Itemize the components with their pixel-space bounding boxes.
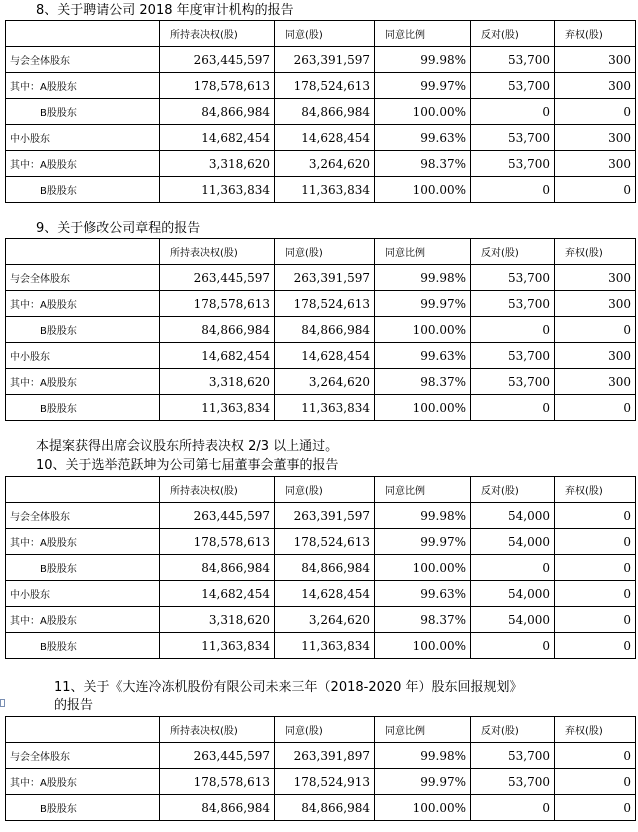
- column-header: 同意(股): [275, 239, 375, 265]
- value-cell: 0: [471, 395, 555, 421]
- value-cell: 11,363,834: [275, 395, 375, 421]
- value-cell: 0: [555, 555, 636, 581]
- value-cell: 3,318,620: [160, 607, 275, 633]
- value-cell: 0: [471, 177, 555, 203]
- value-cell: 84,866,984: [275, 317, 375, 343]
- value-cell: 100.00%: [375, 633, 471, 659]
- table-row: [6, 125, 636, 151]
- value-cell: 178,524,913: [275, 769, 375, 795]
- value-cell: 99.63%: [375, 581, 471, 607]
- value-cell: 263,445,597: [160, 743, 275, 769]
- value-cell: 0: [555, 177, 636, 203]
- section-9-table: [5, 238, 636, 421]
- value-cell: 178,524,613: [275, 73, 375, 99]
- column-header: 弃权(股): [555, 477, 636, 503]
- column-header: 所持表决权(股): [160, 477, 275, 503]
- row-label: 其中：A股股东: [6, 73, 160, 99]
- value-cell: 0: [555, 795, 636, 821]
- table-row: [6, 503, 636, 529]
- value-cell: 0: [471, 633, 555, 659]
- value-cell: 0: [471, 555, 555, 581]
- value-cell: 100.00%: [375, 99, 471, 125]
- value-cell: 53,700: [471, 743, 555, 769]
- value-cell: 3,318,620: [160, 369, 275, 395]
- row-label: B股股东: [6, 317, 160, 343]
- row-label: 其中：A股股东: [6, 151, 160, 177]
- table-row: [6, 555, 636, 581]
- value-cell: 14,628,454: [275, 581, 375, 607]
- anchor-marker-icon: [0, 699, 5, 707]
- value-cell: 3,264,620: [275, 369, 375, 395]
- row-label: B股股东: [6, 633, 160, 659]
- value-cell: 178,524,613: [275, 529, 375, 555]
- row-label: 中小股东: [6, 343, 160, 369]
- table-row: [6, 395, 636, 421]
- row-label: 与会全体股东: [6, 503, 160, 529]
- value-cell: 98.37%: [375, 369, 471, 395]
- table-row: [6, 369, 636, 395]
- value-cell: 53,700: [471, 369, 555, 395]
- value-cell: 100.00%: [375, 555, 471, 581]
- header-blank-cell: [6, 21, 160, 47]
- value-cell: 14,682,454: [160, 581, 275, 607]
- row-label: 其中：A股股东: [6, 369, 160, 395]
- value-cell: 100.00%: [375, 795, 471, 821]
- row-label: 与会全体股东: [6, 743, 160, 769]
- value-cell: 0: [471, 317, 555, 343]
- row-label: 其中：A股股东: [6, 529, 160, 555]
- row-label: 中小股东: [6, 581, 160, 607]
- value-cell: 54,000: [471, 607, 555, 633]
- value-cell: 0: [471, 99, 555, 125]
- column-header: 所持表决权(股): [160, 239, 275, 265]
- table-header-row: [6, 477, 636, 503]
- header-blank-cell: [6, 717, 160, 743]
- value-cell: 98.37%: [375, 607, 471, 633]
- value-cell: 54,000: [471, 529, 555, 555]
- value-cell: 53,700: [471, 125, 555, 151]
- section-11-title: 11、关于《大连冷冻机股份有限公司未来三年（2018-2020 年）股东回报规划》: [54, 680, 523, 695]
- value-cell: 100.00%: [375, 395, 471, 421]
- value-cell: 98.37%: [375, 151, 471, 177]
- column-header: 反对(股): [471, 239, 555, 265]
- value-cell: 0: [471, 795, 555, 821]
- column-header: 反对(股): [471, 477, 555, 503]
- section-8-table: [5, 20, 636, 203]
- value-cell: 99.97%: [375, 291, 471, 317]
- value-cell: 0: [555, 769, 636, 795]
- value-cell: 0: [555, 581, 636, 607]
- value-cell: 53,700: [471, 47, 555, 73]
- section-10-table: [5, 476, 636, 659]
- value-cell: 53,700: [471, 291, 555, 317]
- value-cell: 53,700: [471, 73, 555, 99]
- section-9-title: 9、关于修改公司章程的报告: [36, 221, 201, 236]
- table-row: [6, 265, 636, 291]
- row-label: B股股东: [6, 555, 160, 581]
- table-row: [6, 607, 636, 633]
- column-header: 同意(股): [275, 21, 375, 47]
- value-cell: 54,000: [471, 581, 555, 607]
- column-header: 同意比例: [375, 239, 471, 265]
- header-blank-cell: [6, 477, 160, 503]
- value-cell: 263,445,597: [160, 503, 275, 529]
- table-header-row: [6, 239, 636, 265]
- value-cell: 263,391,597: [275, 47, 375, 73]
- value-cell: 300: [555, 47, 636, 73]
- value-cell: 0: [555, 529, 636, 555]
- column-header: 同意(股): [275, 477, 375, 503]
- table-row: [6, 743, 636, 769]
- value-cell: 0: [555, 503, 636, 529]
- table-row: [6, 47, 636, 73]
- value-cell: 14,628,454: [275, 125, 375, 151]
- column-header: 所持表决权(股): [160, 717, 275, 743]
- value-cell: 53,700: [471, 151, 555, 177]
- value-cell: 99.97%: [375, 769, 471, 795]
- value-cell: 14,682,454: [160, 125, 275, 151]
- value-cell: 3,318,620: [160, 151, 275, 177]
- table-row: [6, 291, 636, 317]
- value-cell: 0: [555, 607, 636, 633]
- row-label: B股股东: [6, 99, 160, 125]
- section-9-note: 本提案获得出席会议股东所持表决权 2/3 以上通过。: [36, 439, 339, 454]
- table-row: [6, 343, 636, 369]
- column-header: 反对(股): [471, 717, 555, 743]
- value-cell: 84,866,984: [160, 555, 275, 581]
- value-cell: 84,866,984: [275, 99, 375, 125]
- section-10-title: 10、关于选举范跃坤为公司第七届董事会董事的报告: [36, 458, 339, 473]
- table-row: [6, 99, 636, 125]
- value-cell: 3,264,620: [275, 607, 375, 633]
- table-row: [6, 317, 636, 343]
- table-row: [6, 633, 636, 659]
- value-cell: 99.63%: [375, 343, 471, 369]
- value-cell: 99.63%: [375, 125, 471, 151]
- value-cell: 300: [555, 265, 636, 291]
- row-label: 中小股东: [6, 125, 160, 151]
- row-label: 其中：A股股东: [6, 607, 160, 633]
- value-cell: 178,578,613: [160, 529, 275, 555]
- value-cell: 300: [555, 73, 636, 99]
- value-cell: 53,700: [471, 769, 555, 795]
- row-label: B股股东: [6, 795, 160, 821]
- value-cell: 0: [555, 317, 636, 343]
- value-cell: 263,391,897: [275, 743, 375, 769]
- value-cell: 11,363,834: [275, 633, 375, 659]
- table-row: [6, 73, 636, 99]
- value-cell: 11,363,834: [160, 177, 275, 203]
- value-cell: 84,866,984: [160, 317, 275, 343]
- value-cell: 99.97%: [375, 529, 471, 555]
- header-blank-cell: [6, 239, 160, 265]
- value-cell: 99.98%: [375, 503, 471, 529]
- value-cell: 178,524,613: [275, 291, 375, 317]
- value-cell: 263,391,597: [275, 265, 375, 291]
- table-row: [6, 795, 636, 821]
- section-8-title: 8、关于聘请公司 2018 年度审计机构的报告: [36, 3, 294, 18]
- row-label: 其中：A股股东: [6, 291, 160, 317]
- value-cell: 300: [555, 369, 636, 395]
- value-cell: 263,445,597: [160, 47, 275, 73]
- column-header: 同意比例: [375, 477, 471, 503]
- value-cell: 53,700: [471, 265, 555, 291]
- table-row: [6, 529, 636, 555]
- table-row: [6, 151, 636, 177]
- section-11-table: [5, 716, 636, 821]
- row-label: B股股东: [6, 395, 160, 421]
- value-cell: 0: [555, 395, 636, 421]
- value-cell: 84,866,984: [275, 795, 375, 821]
- column-header: 同意(股): [275, 717, 375, 743]
- value-cell: 53,700: [471, 343, 555, 369]
- value-cell: 0: [555, 743, 636, 769]
- column-header: 弃权(股): [555, 21, 636, 47]
- table-header-row: [6, 21, 636, 47]
- column-header: 反对(股): [471, 21, 555, 47]
- value-cell: 99.98%: [375, 265, 471, 291]
- value-cell: 99.97%: [375, 73, 471, 99]
- value-cell: 263,391,597: [275, 503, 375, 529]
- value-cell: 84,866,984: [160, 795, 275, 821]
- value-cell: 300: [555, 125, 636, 151]
- value-cell: 300: [555, 291, 636, 317]
- value-cell: 100.00%: [375, 317, 471, 343]
- value-cell: 11,363,834: [160, 395, 275, 421]
- table-row: [6, 177, 636, 203]
- value-cell: 178,578,613: [160, 73, 275, 99]
- value-cell: 84,866,984: [160, 99, 275, 125]
- value-cell: 14,628,454: [275, 343, 375, 369]
- row-label: B股股东: [6, 177, 160, 203]
- row-label: 与会全体股东: [6, 265, 160, 291]
- value-cell: 178,578,613: [160, 769, 275, 795]
- column-header: 同意比例: [375, 21, 471, 47]
- value-cell: 54,000: [471, 503, 555, 529]
- row-label: 其中：A股股东: [6, 769, 160, 795]
- value-cell: 0: [555, 99, 636, 125]
- table-row: [6, 769, 636, 795]
- table-row: [6, 581, 636, 607]
- value-cell: 99.98%: [375, 743, 471, 769]
- value-cell: 11,363,834: [275, 177, 375, 203]
- column-header: 所持表决权(股): [160, 21, 275, 47]
- column-header: 弃权(股): [555, 239, 636, 265]
- value-cell: 300: [555, 151, 636, 177]
- table-header-row: [6, 717, 636, 743]
- row-label: 与会全体股东: [6, 47, 160, 73]
- value-cell: 99.98%: [375, 47, 471, 73]
- section-11-title-continued: 的报告: [54, 698, 94, 713]
- value-cell: 84,866,984: [275, 555, 375, 581]
- value-cell: 14,682,454: [160, 343, 275, 369]
- column-header: 弃权(股): [555, 717, 636, 743]
- value-cell: 100.00%: [375, 177, 471, 203]
- column-header: 同意比例: [375, 717, 471, 743]
- value-cell: 263,445,597: [160, 265, 275, 291]
- value-cell: 0: [555, 633, 636, 659]
- value-cell: 300: [555, 343, 636, 369]
- value-cell: 178,578,613: [160, 291, 275, 317]
- value-cell: 11,363,834: [160, 633, 275, 659]
- value-cell: 3,264,620: [275, 151, 375, 177]
